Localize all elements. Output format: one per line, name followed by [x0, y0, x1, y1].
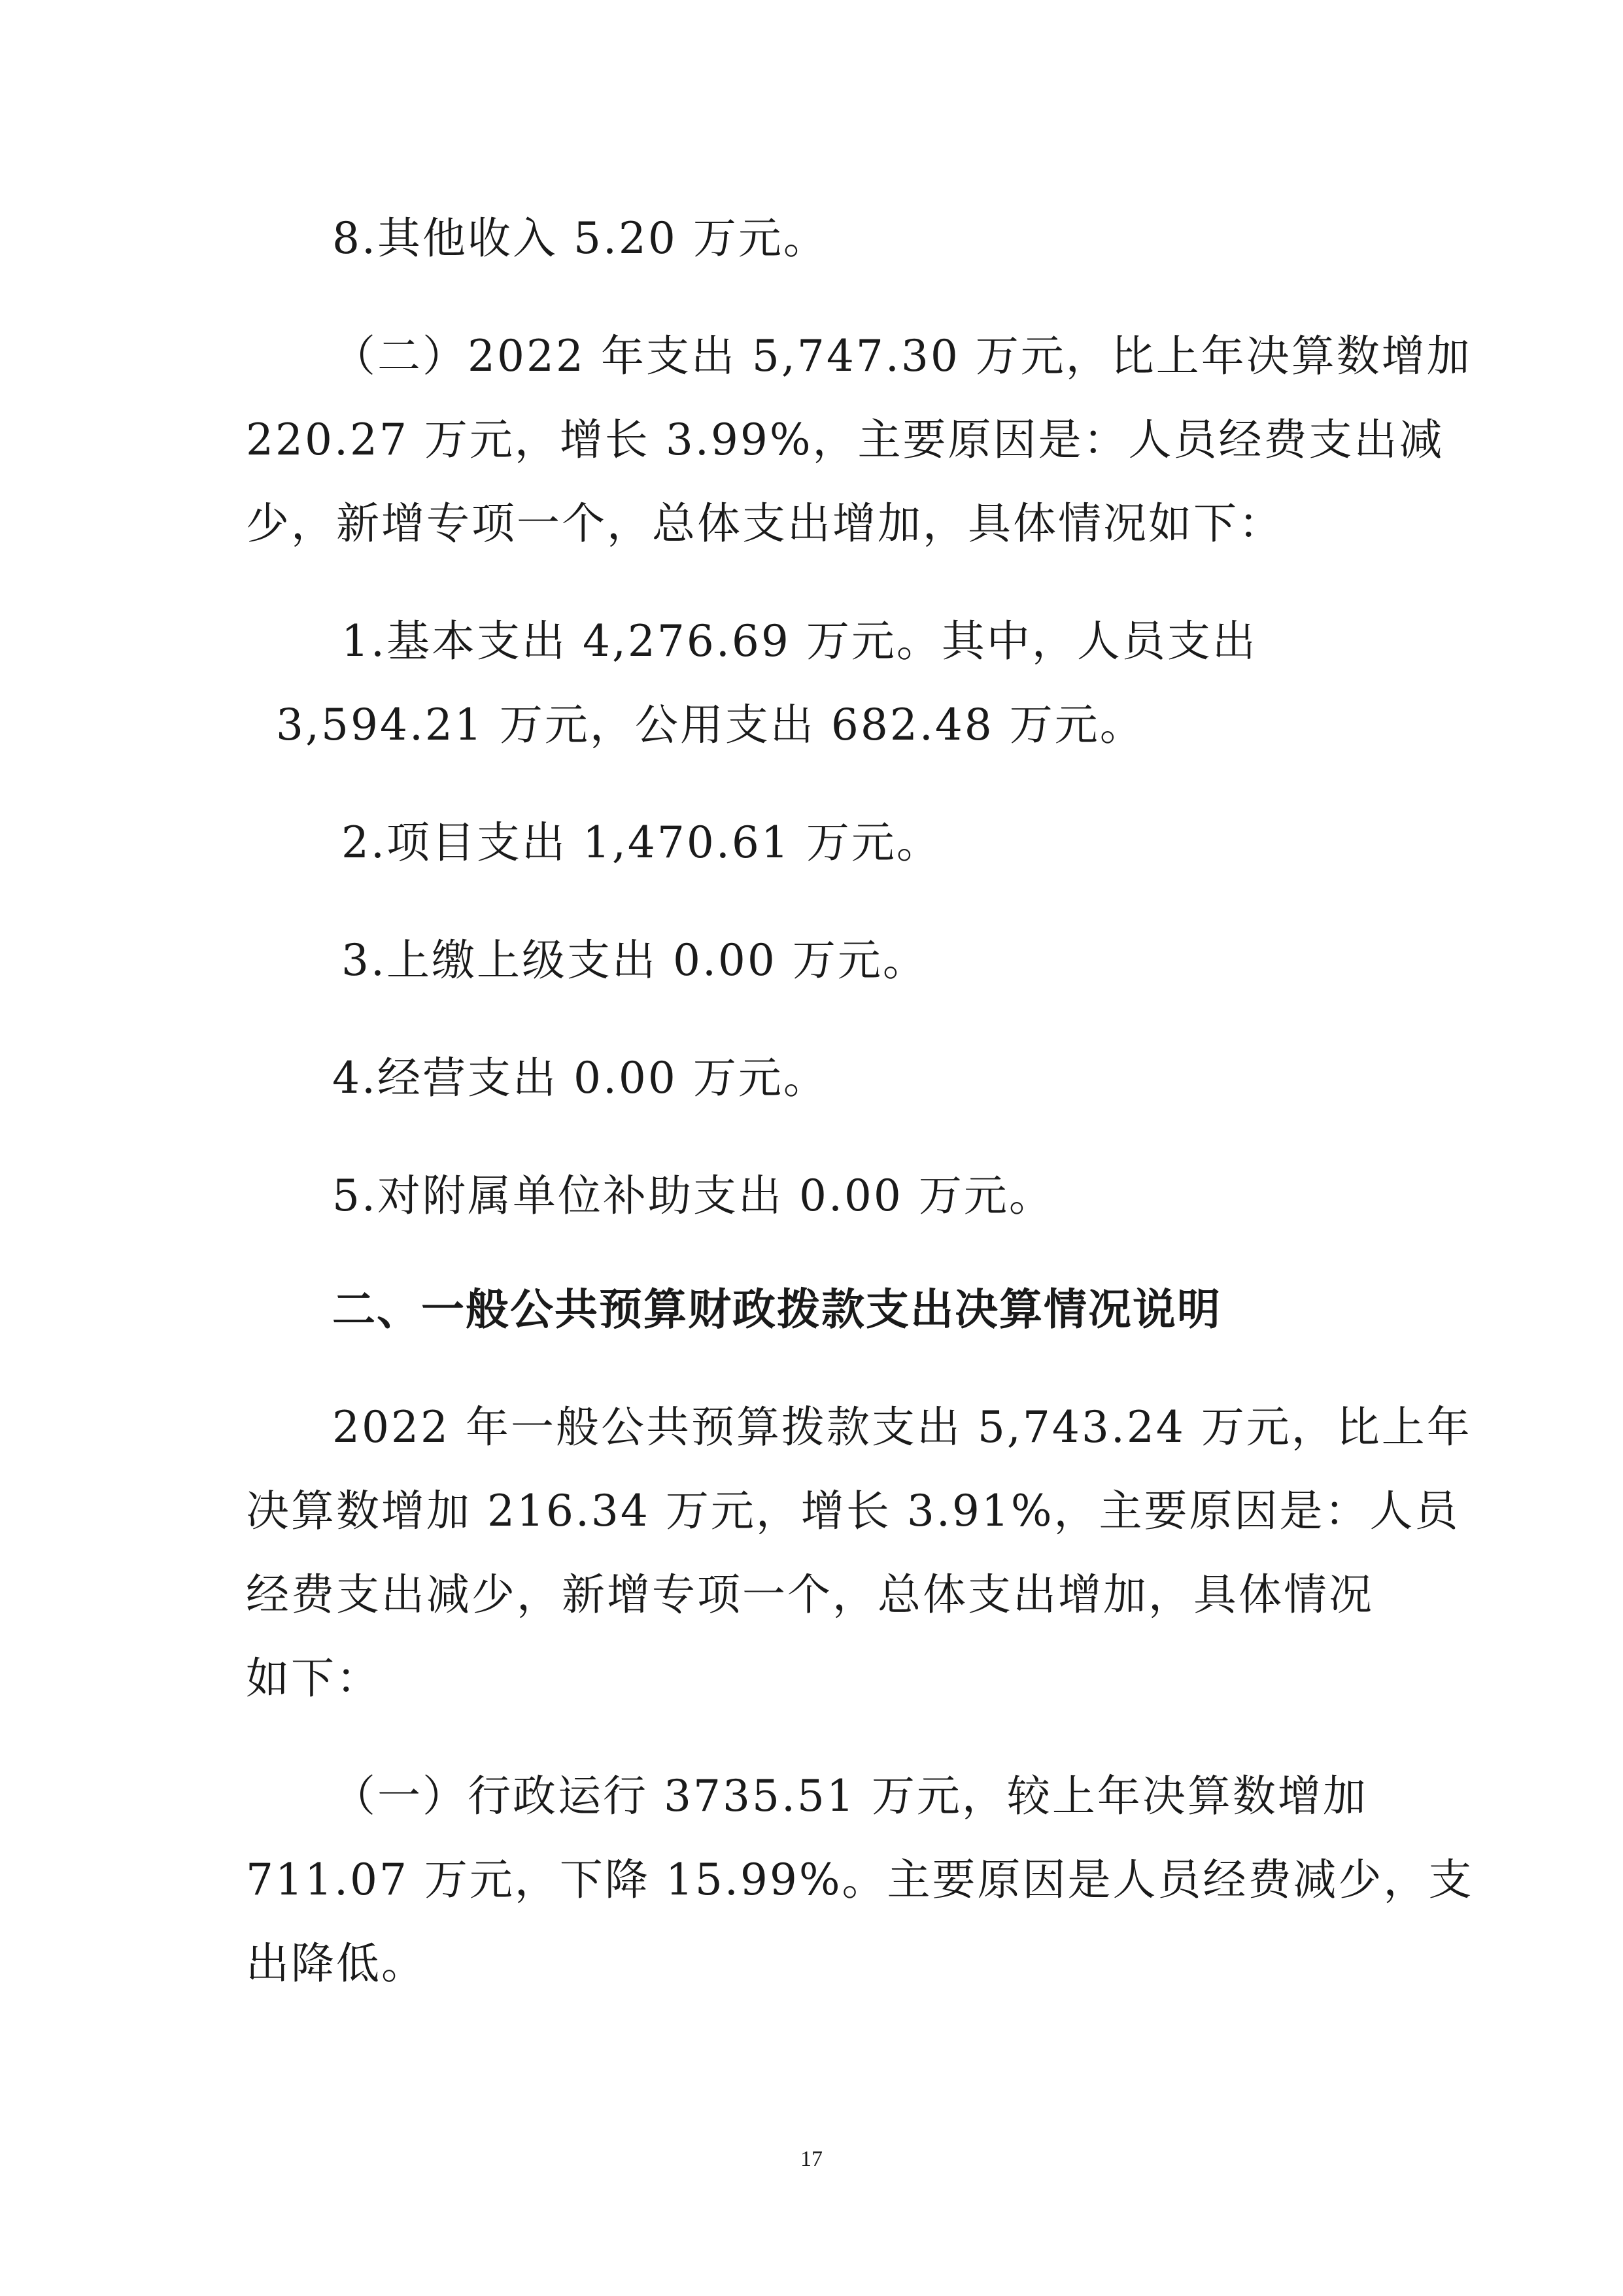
- section-heading: 二、一般公共预算财政拨款支出决算情况说明: [332, 1284, 1222, 1335]
- admin-operation-line-2: 711.07 万元，下降 15.99%。主要原因是人员经费减少，支: [246, 1855, 1474, 1905]
- general-budget-line-4: 如下：: [246, 1653, 381, 1704]
- expenditure-intro-line-1: （二）2022 年支出 5,747.30 万元，比上年决算数增加: [332, 331, 1472, 381]
- expenditure-intro-line-2: 220.27 万元，增长 3.99%，主要原因是：人员经费支出减: [246, 415, 1444, 465]
- project-expenditure: 2.项目支出 1,470.61 万元。: [341, 817, 942, 868]
- operating-expenditure: 4.经营支出 0.00 万元。: [332, 1053, 829, 1103]
- expenditure-intro-line-3: 少，新增专项一个，总体支出增加，具体情况如下：: [246, 498, 1284, 549]
- remit-higher-level-expenditure: 3.上缴上级支出 0.00 万元。: [341, 935, 928, 985]
- income-item-8: 8.其他收入 5.20 万元。: [332, 213, 829, 264]
- page-number: 17: [800, 2147, 823, 2171]
- general-budget-line-1: 2022 年一般公共预算拨款支出 5,743.24 万元，比上年: [332, 1402, 1472, 1452]
- basic-expenditure-line-2: 3,594.21 万元，公用支出 682.48 万元。: [276, 700, 1145, 750]
- general-budget-line-3: 经费支出减少，新增专项一个，总体支出增加，具体情况: [246, 1569, 1374, 1620]
- subsidiary-subsidy-expenditure: 5.对附属单位补助支出 0.00 万元。: [332, 1171, 1054, 1221]
- basic-expenditure-line-1: 1.基本支出 4,276.69 万元。其中，人员支出: [341, 616, 1257, 666]
- general-budget-line-2: 决算数增加 216.34 万元，增长 3.91%，主要原因是：人员: [246, 1486, 1460, 1536]
- admin-operation-line-1: （一）行政运行 3735.51 万元，较上年决算数增加: [332, 1771, 1368, 1821]
- admin-operation-line-3: 出降低。: [246, 1938, 426, 1989]
